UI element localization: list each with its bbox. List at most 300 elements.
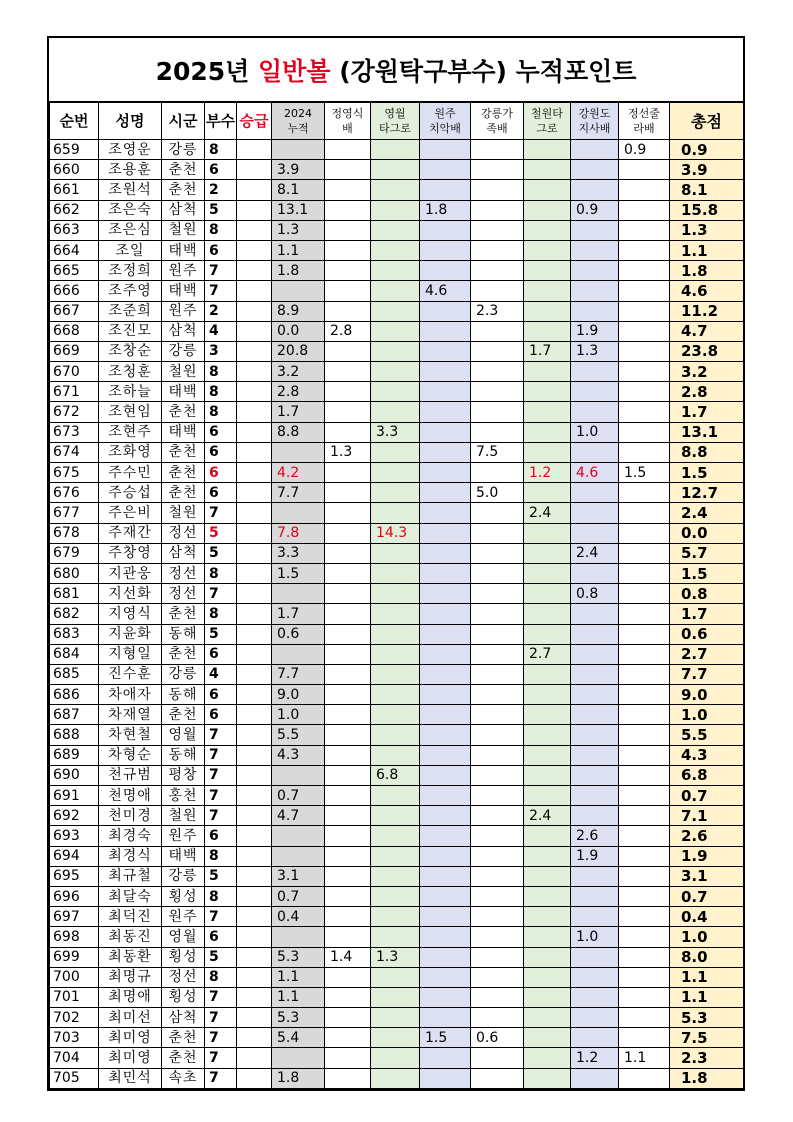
cell-gangwon-governor-cup: 1.3 [571, 341, 619, 361]
cell-wonju-chiak-cup [420, 624, 471, 644]
cell-promotion [237, 846, 272, 866]
cell-jeongyeongsik-cup [325, 987, 371, 1007]
cell-cheorwon-tagro [524, 382, 571, 402]
cell-promotion [237, 442, 272, 462]
cell-prev-cumulative: 9.0 [272, 685, 325, 705]
cell-prev-cumulative: 1.7 [272, 402, 325, 422]
cell-division: 8 [205, 140, 237, 160]
cell-yeongwol-tagro [371, 927, 420, 947]
cell-prev-cumulative: 1.0 [272, 705, 325, 725]
cell-cheorwon-tagro [524, 604, 571, 624]
cell-jeongyeongsik-cup [325, 563, 371, 583]
table-row [50, 826, 744, 846]
cell-prev-cumulative: 13.1 [272, 200, 325, 220]
cell-yeongwol-tagro [371, 180, 420, 200]
cell-wonju-chiak-cup [420, 664, 471, 684]
cell-jeongyeongsik-cup [325, 402, 371, 422]
cell-gangwon-governor-cup [571, 806, 619, 826]
cell-wonju-chiak-cup [420, 705, 471, 725]
cell-name: 지형일 [99, 644, 162, 664]
cell-yeongwol-tagro [371, 624, 420, 644]
cell-gangneung-family-cup [471, 987, 524, 1007]
cell-wonju-chiak-cup [420, 1048, 471, 1068]
cell-name: 최달숙 [99, 886, 162, 906]
cell-total: 0.7 [670, 886, 744, 906]
cell-division: 7 [205, 1048, 237, 1068]
cell-yeongwol-tagro [371, 563, 420, 583]
cell-name: 조용훈 [99, 160, 162, 180]
cell-no: 705 [50, 1068, 99, 1088]
cell-yeongwol-tagro [371, 301, 420, 321]
cell-no: 697 [50, 907, 99, 927]
header-jeongyeongsik-cup: 정영식 배 [325, 103, 371, 140]
table-row [50, 402, 744, 422]
cell-no: 678 [50, 523, 99, 543]
cell-gangneung-family-cup [471, 866, 524, 886]
points-sheet [47, 36, 745, 1091]
cell-prev-cumulative: 3.3 [272, 543, 325, 563]
cell-city: 철원 [162, 362, 205, 382]
cell-yeongwol-tagro [371, 1048, 420, 1068]
cell-yeongwol-tagro [371, 321, 420, 341]
cell-division: 8 [205, 886, 237, 906]
cell-yeongwol-tagro [371, 745, 420, 765]
cell-gangwon-governor-cup [571, 644, 619, 664]
cell-prev-cumulative: 5.4 [272, 1028, 325, 1048]
cell-no: 679 [50, 543, 99, 563]
cell-no: 668 [50, 321, 99, 341]
table-row [50, 1008, 744, 1028]
cell-division: 8 [205, 967, 237, 987]
cell-division: 7 [205, 1028, 237, 1048]
cell-prev-cumulative: 7.7 [272, 483, 325, 503]
cell-prev-cumulative: 0.6 [272, 624, 325, 644]
cell-yeongwol-tagro [371, 786, 420, 806]
cell-name: 차현철 [99, 725, 162, 745]
cell-prev-cumulative: 3.1 [272, 866, 325, 886]
cell-jeongseon-julla-cup [619, 422, 670, 442]
cell-prev-cumulative [272, 765, 325, 785]
cell-promotion [237, 765, 272, 785]
cell-prev-cumulative [272, 503, 325, 523]
table-row [50, 321, 744, 341]
cell-no: 675 [50, 463, 99, 483]
cell-city: 춘천 [162, 463, 205, 483]
table-row [50, 382, 744, 402]
cell-jeongyeongsik-cup [325, 261, 371, 281]
cell-city: 원주 [162, 907, 205, 927]
cell-jeongseon-julla-cup [619, 261, 670, 281]
cell-gangwon-governor-cup: 1.2 [571, 1048, 619, 1068]
cell-jeongseon-julla-cup [619, 664, 670, 684]
table-row [50, 180, 744, 200]
cell-city: 정선 [162, 523, 205, 543]
cell-no: 695 [50, 866, 99, 886]
cell-gangwon-governor-cup: 2.6 [571, 826, 619, 846]
cell-jeongseon-julla-cup [619, 543, 670, 563]
cell-prev-cumulative [272, 846, 325, 866]
cell-gangneung-family-cup [471, 200, 524, 220]
cell-gangwon-governor-cup [571, 140, 619, 160]
cell-gangneung-family-cup [471, 604, 524, 624]
table-row [50, 685, 744, 705]
cell-division: 7 [205, 907, 237, 927]
cell-jeongseon-julla-cup: 0.9 [619, 140, 670, 160]
cell-no: 677 [50, 503, 99, 523]
cell-total: 4.7 [670, 321, 744, 341]
cell-yeongwol-tagro [371, 341, 420, 361]
cell-promotion [237, 483, 272, 503]
cell-gangneung-family-cup [471, 907, 524, 927]
table-row [50, 483, 744, 503]
cell-total: 4.3 [670, 745, 744, 765]
cell-gangwon-governor-cup [571, 907, 619, 927]
cell-no: 699 [50, 947, 99, 967]
table-row [50, 240, 744, 260]
cell-promotion [237, 140, 272, 160]
table-row [50, 1048, 744, 1068]
cell-gangwon-governor-cup [571, 523, 619, 543]
cell-wonju-chiak-cup [420, 947, 471, 967]
cell-gangwon-governor-cup [571, 886, 619, 906]
cell-prev-cumulative: 1.8 [272, 261, 325, 281]
table-row [50, 604, 744, 624]
cell-wonju-chiak-cup [420, 563, 471, 583]
cell-jeongseon-julla-cup [619, 705, 670, 725]
cell-city: 춘천 [162, 1048, 205, 1068]
cell-cheorwon-tagro [524, 584, 571, 604]
cell-division: 6 [205, 422, 237, 442]
cell-promotion [237, 866, 272, 886]
cell-wonju-chiak-cup [420, 806, 471, 826]
cell-gangneung-family-cup [471, 806, 524, 826]
cell-wonju-chiak-cup [420, 463, 471, 483]
cell-yeongwol-tagro [371, 725, 420, 745]
cell-jeongseon-julla-cup [619, 362, 670, 382]
cell-gangneung-family-cup [471, 826, 524, 846]
cell-jeongseon-julla-cup [619, 826, 670, 846]
cell-division: 7 [205, 584, 237, 604]
cell-city: 횡성 [162, 947, 205, 967]
cell-gangneung-family-cup [471, 402, 524, 422]
cell-no: 696 [50, 886, 99, 906]
cell-wonju-chiak-cup [420, 745, 471, 765]
table-row [50, 442, 744, 462]
cell-yeongwol-tagro [371, 987, 420, 1007]
cell-city: 춘천 [162, 604, 205, 624]
cell-jeongseon-julla-cup [619, 765, 670, 785]
cell-gangneung-family-cup [471, 362, 524, 382]
cell-yeongwol-tagro [371, 705, 420, 725]
cell-gangwon-governor-cup: 1.9 [571, 846, 619, 866]
cell-city: 횡성 [162, 886, 205, 906]
table-row [50, 160, 744, 180]
cell-total: 15.8 [670, 200, 744, 220]
cell-total: 9.0 [670, 685, 744, 705]
cell-total: 1.3 [670, 220, 744, 240]
cell-no: 692 [50, 806, 99, 826]
cell-cheorwon-tagro [524, 402, 571, 422]
cell-division: 7 [205, 745, 237, 765]
cell-name: 최덕진 [99, 907, 162, 927]
cell-yeongwol-tagro [371, 160, 420, 180]
table-row [50, 341, 744, 361]
cell-gangwon-governor-cup [571, 402, 619, 422]
cell-jeongseon-julla-cup [619, 987, 670, 1007]
cell-prev-cumulative: 1.1 [272, 240, 325, 260]
cell-cheorwon-tagro [524, 886, 571, 906]
cell-no: 660 [50, 160, 99, 180]
cell-gangneung-family-cup [471, 664, 524, 684]
cell-no: 690 [50, 765, 99, 785]
cell-total: 0.0 [670, 523, 744, 543]
cell-name: 조진모 [99, 321, 162, 341]
cell-cheorwon-tagro [524, 987, 571, 1007]
cell-yeongwol-tagro [371, 261, 420, 281]
cell-yeongwol-tagro [371, 543, 420, 563]
cell-wonju-chiak-cup [420, 786, 471, 806]
cell-total: 1.5 [670, 463, 744, 483]
cell-name: 지관웅 [99, 563, 162, 583]
cell-gangneung-family-cup [471, 261, 524, 281]
cell-cheorwon-tagro [524, 745, 571, 765]
cell-jeongseon-julla-cup [619, 341, 670, 361]
cell-wonju-chiak-cup [420, 644, 471, 664]
header-prev-cumulative: 2024 누적 [272, 103, 325, 140]
cell-promotion [237, 705, 272, 725]
cell-jeongseon-julla-cup [619, 220, 670, 240]
cell-prev-cumulative: 1.7 [272, 604, 325, 624]
cell-gangneung-family-cup [471, 786, 524, 806]
cell-jeongseon-julla-cup [619, 644, 670, 664]
cell-cheorwon-tagro [524, 1028, 571, 1048]
cell-prev-cumulative: 0.7 [272, 886, 325, 906]
cell-division: 2 [205, 301, 237, 321]
cell-gangneung-family-cup [471, 281, 524, 301]
cell-gangwon-governor-cup [571, 240, 619, 260]
cell-prev-cumulative: 3.2 [272, 362, 325, 382]
table-row [50, 886, 744, 906]
cell-jeongseon-julla-cup [619, 745, 670, 765]
cell-jeongyeongsik-cup [325, 745, 371, 765]
cell-promotion [237, 503, 272, 523]
cell-division: 8 [205, 362, 237, 382]
cell-cheorwon-tagro: 2.4 [524, 806, 571, 826]
sheet-title [49, 38, 743, 102]
cell-yeongwol-tagro [371, 584, 420, 604]
cell-jeongseon-julla-cup [619, 886, 670, 906]
cell-jeongyeongsik-cup [325, 644, 371, 664]
cell-jeongseon-julla-cup [619, 523, 670, 543]
cell-promotion [237, 967, 272, 987]
cell-gangwon-governor-cup [571, 1028, 619, 1048]
cell-jeongyeongsik-cup [325, 927, 371, 947]
cell-division: 7 [205, 1008, 237, 1028]
cell-jeongyeongsik-cup [325, 786, 371, 806]
cell-promotion [237, 786, 272, 806]
cell-cheorwon-tagro [524, 180, 571, 200]
cell-city: 철원 [162, 503, 205, 523]
cell-jeongseon-julla-cup [619, 321, 670, 341]
cell-jeongseon-julla-cup [619, 442, 670, 462]
cell-no: 661 [50, 180, 99, 200]
cell-gangwon-governor-cup: 1.0 [571, 927, 619, 947]
cell-prev-cumulative: 20.8 [272, 341, 325, 361]
cell-yeongwol-tagro [371, 907, 420, 927]
cell-division: 7 [205, 765, 237, 785]
cell-gangneung-family-cup [471, 765, 524, 785]
cell-city: 춘천 [162, 442, 205, 462]
cell-prev-cumulative: 4.2 [272, 463, 325, 483]
cell-jeongyeongsik-cup [325, 604, 371, 624]
cell-jeongyeongsik-cup [325, 826, 371, 846]
cell-yeongwol-tagro [371, 644, 420, 664]
title-highlight: 일반볼 [258, 56, 331, 86]
cell-division: 6 [205, 442, 237, 462]
cell-promotion [237, 281, 272, 301]
cell-gangneung-family-cup [471, 886, 524, 906]
cell-wonju-chiak-cup [420, 725, 471, 745]
cell-wonju-chiak-cup: 1.8 [420, 200, 471, 220]
cell-wonju-chiak-cup [420, 442, 471, 462]
cell-city: 태백 [162, 382, 205, 402]
cell-division: 7 [205, 261, 237, 281]
cell-promotion [237, 1068, 272, 1088]
cell-wonju-chiak-cup [420, 523, 471, 543]
cell-gangneung-family-cup [471, 1068, 524, 1088]
cell-prev-cumulative: 1.1 [272, 987, 325, 1007]
cell-jeongyeongsik-cup [325, 584, 371, 604]
cell-yeongwol-tagro [371, 685, 420, 705]
cell-cheorwon-tagro [524, 523, 571, 543]
cell-jeongyeongsik-cup [325, 1048, 371, 1068]
cell-no: 700 [50, 967, 99, 987]
cell-jeongseon-julla-cup [619, 1008, 670, 1028]
cell-gangneung-family-cup [471, 846, 524, 866]
cell-name: 조청훈 [99, 362, 162, 382]
cell-division: 6 [205, 705, 237, 725]
cell-cheorwon-tagro [524, 1008, 571, 1028]
cell-gangneung-family-cup [471, 422, 524, 442]
cell-jeongseon-julla-cup: 1.1 [619, 1048, 670, 1068]
cell-jeongseon-julla-cup [619, 503, 670, 523]
cell-city: 동해 [162, 624, 205, 644]
cell-no: 680 [50, 563, 99, 583]
cell-promotion [237, 543, 272, 563]
header-yeongwol-tagro: 영월 타그로 [371, 103, 420, 140]
cell-cheorwon-tagro: 2.4 [524, 503, 571, 523]
cell-gangneung-family-cup [471, 382, 524, 402]
cell-jeongyeongsik-cup [325, 382, 371, 402]
cell-cheorwon-tagro [524, 220, 571, 240]
cell-yeongwol-tagro [371, 483, 420, 503]
cell-jeongseon-julla-cup [619, 240, 670, 260]
cell-city: 춘천 [162, 644, 205, 664]
title-prefix: 2025년 [155, 56, 250, 86]
cell-promotion [237, 584, 272, 604]
cell-name: 최규철 [99, 866, 162, 886]
cell-jeongseon-julla-cup [619, 907, 670, 927]
cell-city: 강릉 [162, 140, 205, 160]
cell-city: 평창 [162, 765, 205, 785]
cell-name: 조일 [99, 240, 162, 260]
table-row [50, 220, 744, 240]
cell-name: 주창영 [99, 543, 162, 563]
cell-total: 1.9 [670, 846, 744, 866]
cell-total: 12.7 [670, 483, 744, 503]
cell-name: 최동진 [99, 927, 162, 947]
cell-division: 7 [205, 987, 237, 1007]
cell-prev-cumulative: 1.5 [272, 563, 325, 583]
cell-yeongwol-tagro [371, 442, 420, 462]
cell-name: 최명규 [99, 967, 162, 987]
cell-gangwon-governor-cup [571, 947, 619, 967]
cell-promotion [237, 644, 272, 664]
cell-total: 5.5 [670, 725, 744, 745]
cell-total: 7.7 [670, 664, 744, 684]
cell-cheorwon-tagro [524, 160, 571, 180]
table-row [50, 140, 744, 160]
cell-gangwon-governor-cup [571, 786, 619, 806]
cell-prev-cumulative: 1.3 [272, 220, 325, 240]
cell-name: 천명애 [99, 786, 162, 806]
header-division: 부수 [205, 103, 237, 140]
cell-wonju-chiak-cup [420, 240, 471, 260]
header-name: 성명 [99, 103, 162, 140]
cell-division: 8 [205, 402, 237, 422]
cell-name: 조주영 [99, 281, 162, 301]
cell-name: 주수민 [99, 463, 162, 483]
cell-gangwon-governor-cup [571, 725, 619, 745]
cell-name: 조영운 [99, 140, 162, 160]
cell-wonju-chiak-cup [420, 927, 471, 947]
cell-division: 8 [205, 220, 237, 240]
cell-jeongyeongsik-cup [325, 624, 371, 644]
cell-cheorwon-tagro [524, 200, 571, 220]
cell-gangwon-governor-cup: 2.4 [571, 543, 619, 563]
cell-yeongwol-tagro [371, 220, 420, 240]
cell-jeongyeongsik-cup [325, 1068, 371, 1088]
table-row [50, 967, 744, 987]
cell-prev-cumulative: 7.7 [272, 664, 325, 684]
cell-yeongwol-tagro: 6.8 [371, 765, 420, 785]
cell-city: 철원 [162, 220, 205, 240]
cell-total: 1.8 [670, 261, 744, 281]
cell-total: 3.9 [670, 160, 744, 180]
table-row [50, 281, 744, 301]
cell-division: 6 [205, 483, 237, 503]
cell-cheorwon-tagro [524, 685, 571, 705]
cell-name: 최미영 [99, 1028, 162, 1048]
cell-gangneung-family-cup [471, 745, 524, 765]
cell-no: 693 [50, 826, 99, 846]
cell-gangwon-governor-cup [571, 1008, 619, 1028]
points-table [49, 102, 744, 1089]
cell-prev-cumulative: 4.7 [272, 806, 325, 826]
table-row [50, 745, 744, 765]
cell-city: 홍천 [162, 786, 205, 806]
cell-city: 삼척 [162, 543, 205, 563]
cell-total: 0.7 [670, 786, 744, 806]
cell-wonju-chiak-cup [420, 321, 471, 341]
cell-cheorwon-tagro [524, 321, 571, 341]
cell-gangneung-family-cup [471, 463, 524, 483]
cell-jeongyeongsik-cup: 2.8 [325, 321, 371, 341]
cell-promotion [237, 463, 272, 483]
cell-total: 23.8 [670, 341, 744, 361]
cell-prev-cumulative: 1.1 [272, 967, 325, 987]
cell-no: 669 [50, 341, 99, 361]
